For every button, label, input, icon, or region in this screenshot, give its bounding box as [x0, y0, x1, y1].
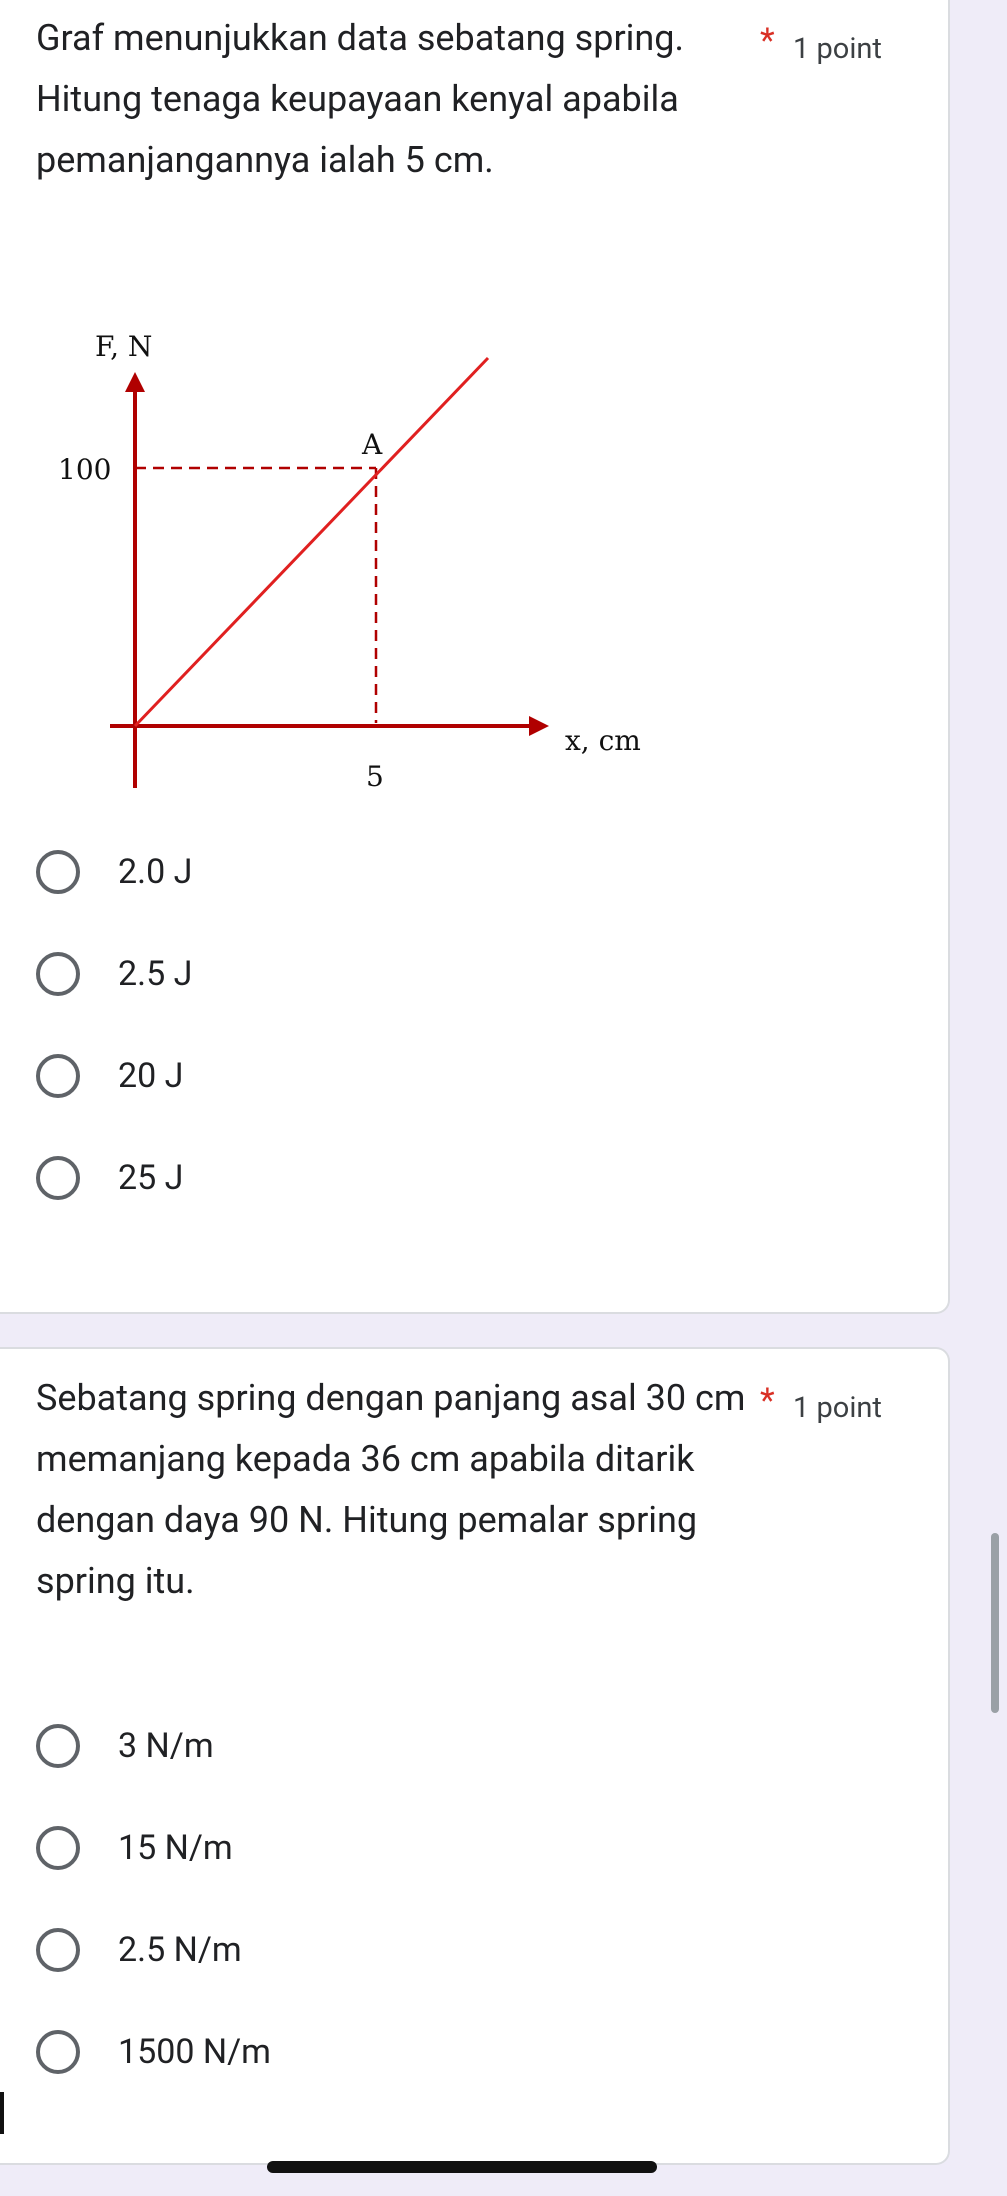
- option-radio-3[interactable]: [36, 1046, 183, 1106]
- option-radio-1[interactable]: [36, 842, 192, 902]
- option-label: 3 N/m: [118, 1726, 214, 1766]
- question-text: Sebatang spring dengan panjang asal 30 cm memanjang kepada 36 cm apabila ditarik dengan daya 90 N. Hitung pemalar spring spring itu.: [36, 1377, 746, 1602]
- force-extension-graph: [40, 318, 680, 808]
- radio-button[interactable]: [36, 1054, 80, 1098]
- x-tick-label: 5: [366, 760, 384, 793]
- option-label: 2.0 J: [118, 852, 193, 892]
- points-label: 1 point: [793, 1391, 882, 1425]
- radio-button[interactable]: [36, 850, 80, 894]
- option-label: 1500 N/m: [118, 2032, 271, 2072]
- option-label: 25 J: [118, 1158, 184, 1198]
- radio-button[interactable]: [36, 952, 80, 996]
- edge-indicator: [0, 2092, 4, 2134]
- y-axis-label: F, N: [95, 330, 153, 363]
- option-label: 20 J: [118, 1056, 184, 1096]
- required-asterisk: *: [760, 21, 775, 61]
- point-label: A: [362, 428, 383, 461]
- x-axis-label: x, cm: [565, 724, 641, 757]
- option-radio-4[interactable]: [36, 1148, 183, 1208]
- required-asterisk: *: [760, 1381, 775, 1421]
- spring-force-line: [135, 358, 488, 726]
- option-label: 15 N/m: [118, 1828, 233, 1868]
- points-label: 1 point: [793, 32, 882, 66]
- option-radio-2[interactable]: [36, 1818, 233, 1878]
- radio-button[interactable]: [36, 1826, 80, 1870]
- radio-button[interactable]: [36, 1928, 80, 1972]
- option-label: 2.5 J: [118, 954, 193, 994]
- option-radio-4[interactable]: [36, 2022, 271, 2082]
- y-tick-label: 100: [58, 453, 112, 486]
- radio-button[interactable]: [36, 1156, 80, 1200]
- option-radio-3[interactable]: [36, 1920, 242, 1980]
- option-label: 2.5 N/m: [118, 1930, 242, 1970]
- option-radio-2[interactable]: [36, 944, 192, 1004]
- question-text: Graf menunjukkan data sebatang spring. Hitung tenaga keupayaan kenyal apabila pemanjangannya ialah 5 cm.: [36, 17, 685, 181]
- option-radio-1[interactable]: [36, 1716, 214, 1776]
- question-card-2: [0, 1347, 950, 2165]
- radio-button[interactable]: [36, 2030, 80, 2074]
- home-indicator-bar[interactable]: [267, 2161, 657, 2173]
- radio-button[interactable]: [36, 1724, 80, 1768]
- scrollbar-thumb[interactable]: [991, 1533, 999, 1713]
